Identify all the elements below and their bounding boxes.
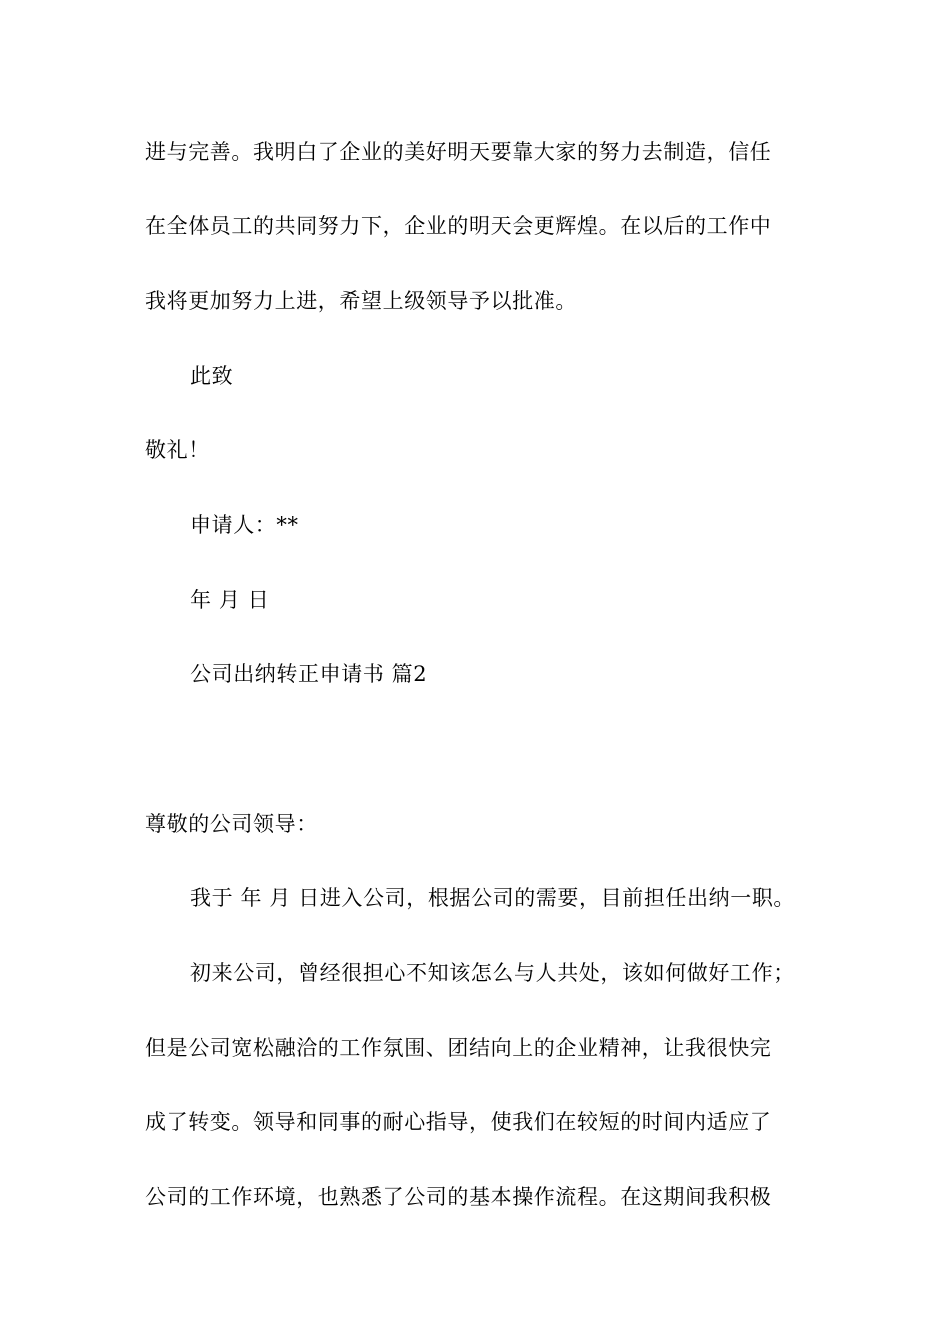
section-title: 公司出纳转正申请书 篇2 — [190, 662, 428, 686]
date-line: 年 月 日 — [190, 588, 270, 612]
paragraph-line: 我将更加努力上进，希望上级领导予以批准。 — [145, 289, 577, 313]
letter-greeting: 尊敬的公司领导： — [145, 812, 318, 836]
paragraph-line: 但是公司宽松融洽的工作氛围、团结向上的企业精神，让我很快完 — [145, 1036, 772, 1060]
applicant-signature: 申请人：** — [190, 513, 299, 537]
paragraph-line: 初来公司，曾经很担心不知该怎么与人共处，该如何做好工作； — [190, 961, 795, 985]
paragraph-line: 公司的工作环境，也熟悉了公司的基本操作流程。在这期间我积极 — [145, 1185, 772, 1209]
closing-salutation: 此致 — [190, 364, 234, 388]
paragraph-line: 在全体员工的共同努力下，企业的明天会更辉煌。在以后的工作中 — [145, 214, 772, 238]
paragraph-line: 成了转变。领导和同事的耐心指导，使我们在较短的时间内适应了 — [145, 1110, 772, 1134]
paragraph-line: 我于 年 月 日进入公司，根据公司的需要，目前担任出纳一职。 — [190, 886, 796, 910]
paragraph-line: 进与完善。我明白了企业的美好明天要靠大家的努力去制造，信任 — [145, 140, 772, 164]
closing-regards: 敬礼！ — [145, 438, 210, 462]
